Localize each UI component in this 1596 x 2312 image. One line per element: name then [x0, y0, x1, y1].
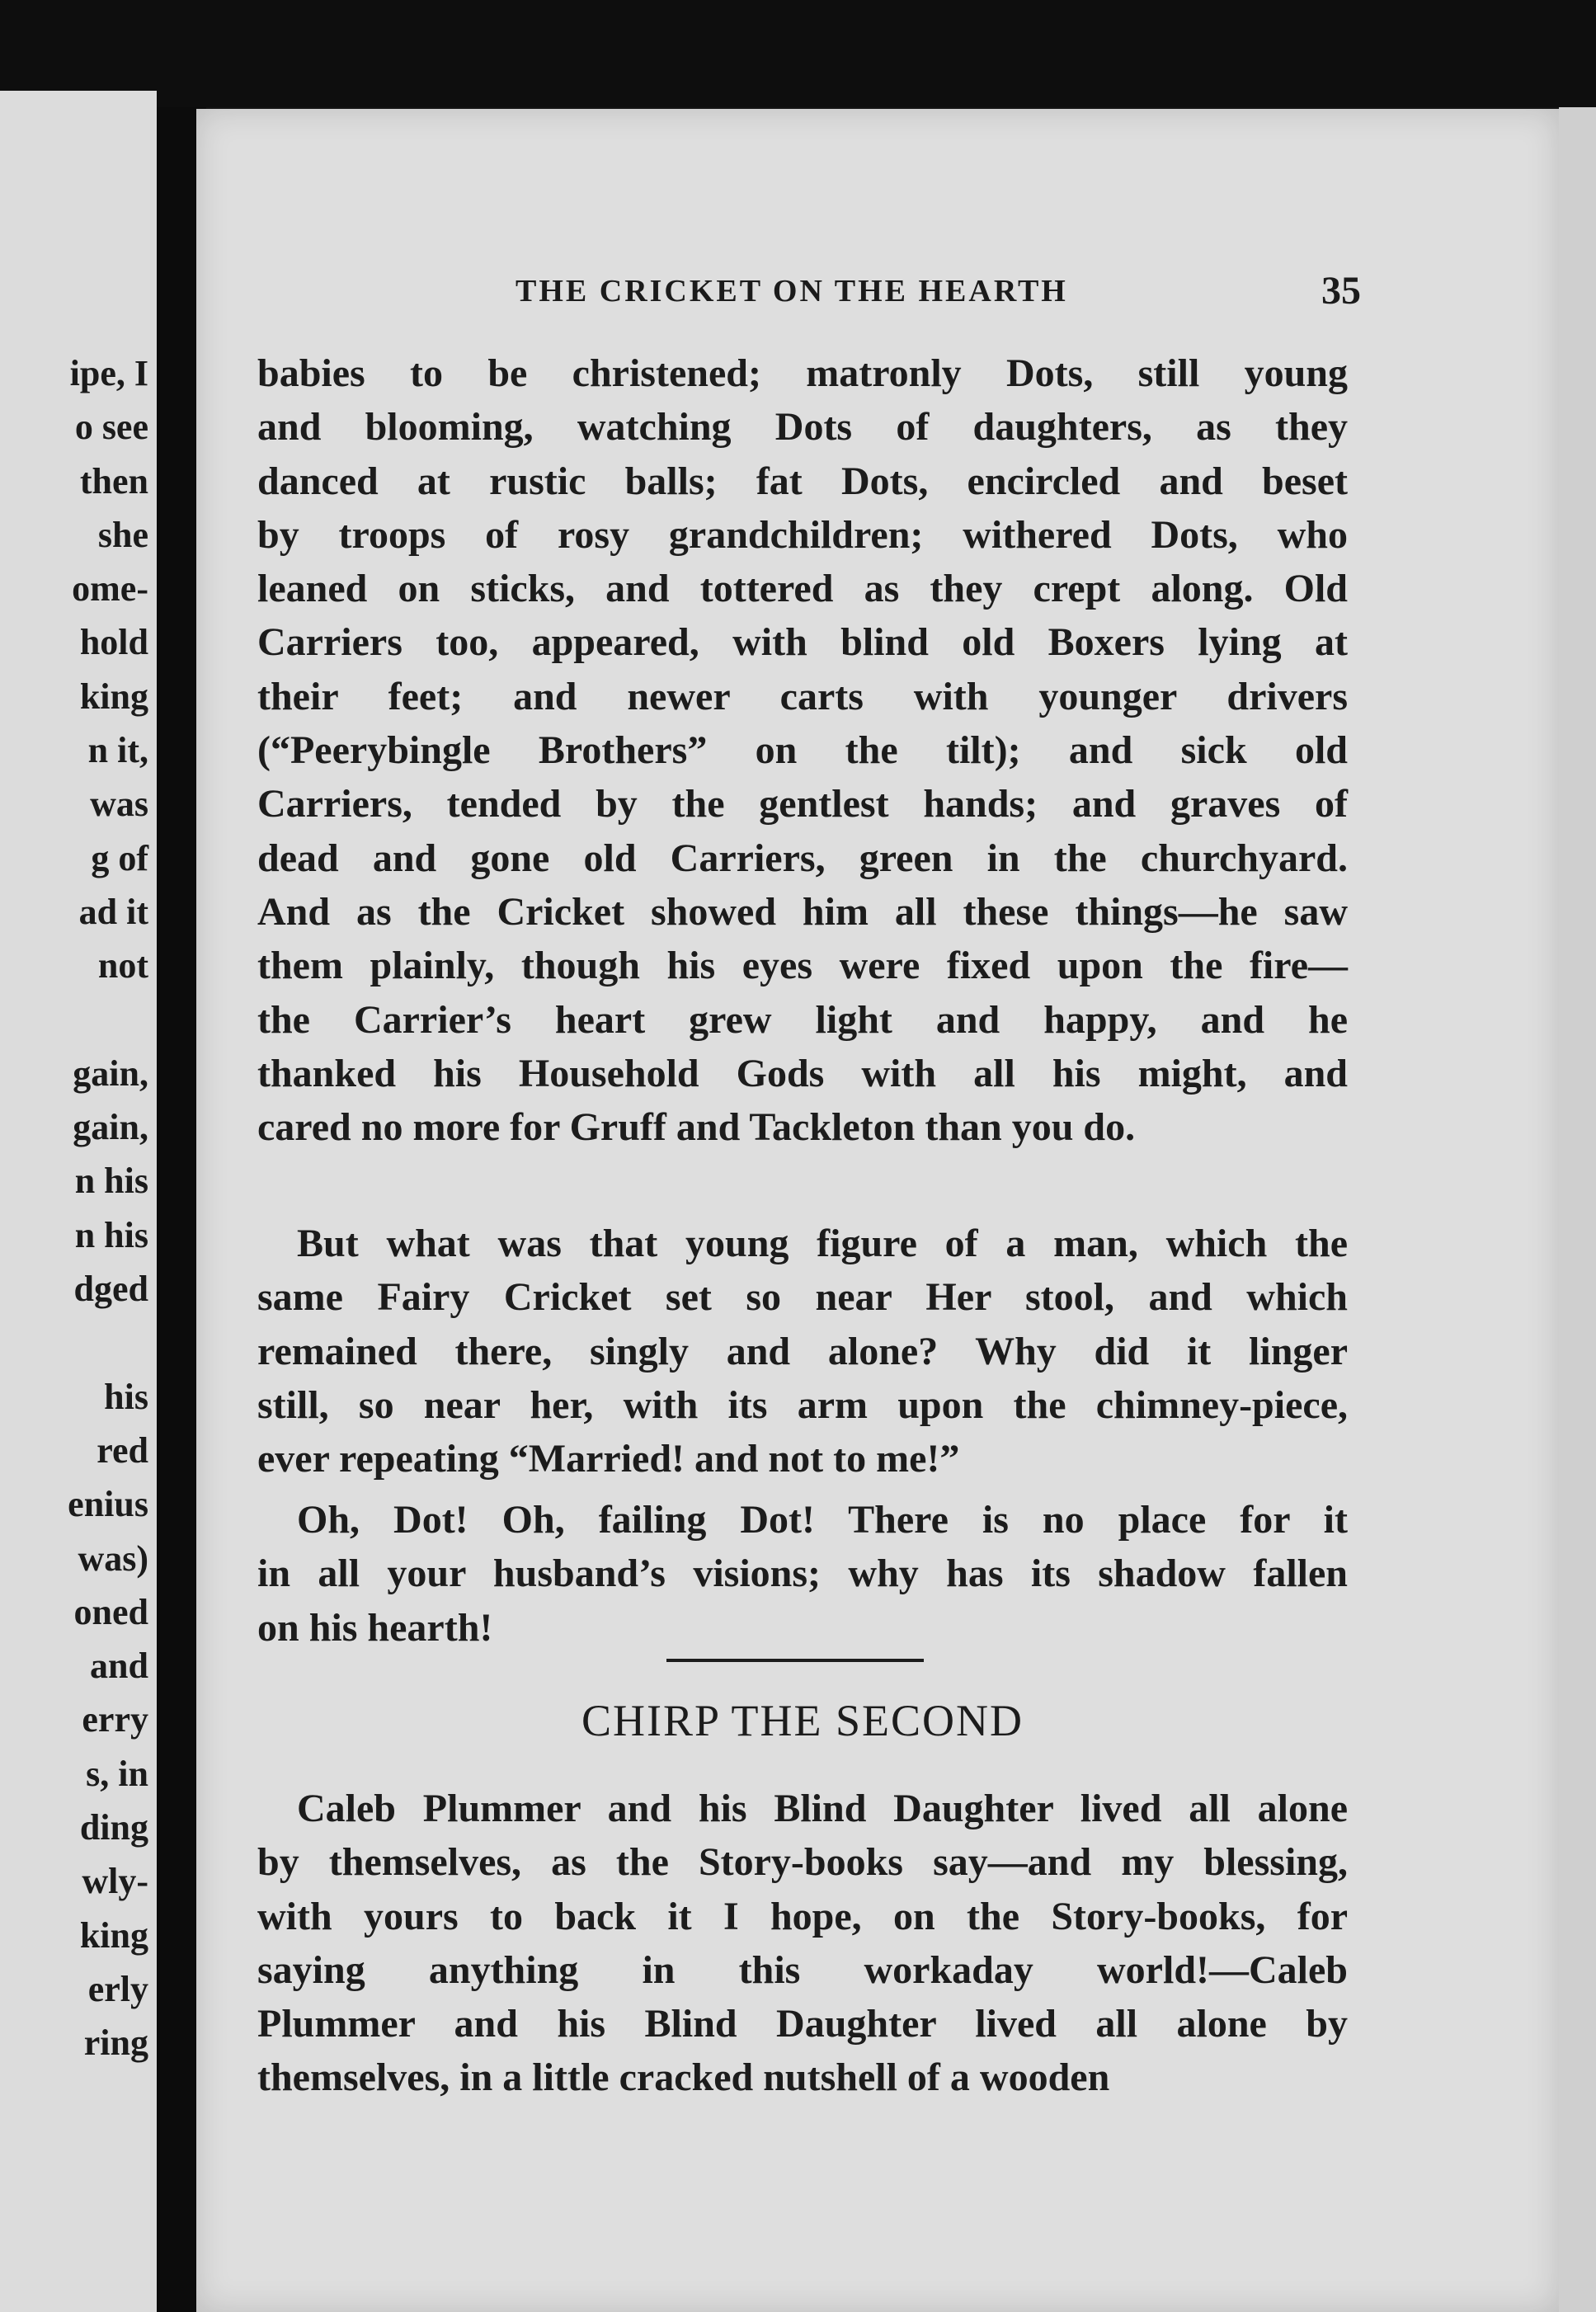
- facing-page-line: gain,: [73, 1052, 148, 1094]
- facing-page-line: and: [90, 1646, 148, 1687]
- text-line: ever repeating “Married! and not to me!”: [257, 1437, 960, 1481]
- chapter-heading: CHIRP THE SECOND: [581, 1696, 1024, 1745]
- paragraph: [257, 346, 1348, 1154]
- facing-page-line: erly: [87, 1968, 148, 2009]
- facing-page-line: not: [97, 945, 148, 986]
- running-header: [318, 268, 1361, 318]
- paragraph: [257, 1493, 1348, 1655]
- facing-page-line: n his: [74, 1214, 148, 1255]
- text-line: Plummer and his Blind Daughter lived all alone by: [257, 2002, 1348, 2046]
- text-line: (“Peerybingle Brothers” on the tilt); and sick old: [257, 728, 1348, 773]
- facing-page-line: ding: [79, 1807, 148, 1848]
- text-line: themselves, in a little cracked nutshell of a wooden: [257, 2055, 1110, 2100]
- facing-page-line: [68, 1316, 148, 1369]
- text-line: babies to be christened; matronly Dots, still young: [257, 351, 1348, 395]
- facing-page-line: then: [79, 460, 148, 501]
- text-line: same Fairy Cricket set so near Her stool, and which: [257, 1275, 1348, 1320]
- facing-page-line: ad it: [78, 891, 148, 932]
- text-line: And as the Cricket showed him all these things—he saw: [257, 889, 1348, 934]
- text-line: and blooming, watching Dots of daughters, as they: [257, 405, 1348, 450]
- text-line: cared no more for Gruff and Tackleton than you do.: [257, 1105, 1136, 1150]
- text-line: Carriers, tended by the gentlest hands; and graves of: [257, 782, 1348, 826]
- facing-page-line: enius: [68, 1484, 148, 1525]
- facing-page-line: ome-: [72, 568, 148, 610]
- paragraph: [257, 1782, 1348, 2105]
- facing-page-line: wly-: [82, 1861, 148, 1902]
- facing-page-line: dged: [73, 1269, 148, 1310]
- facing-page-text: [68, 346, 148, 2070]
- running-title: THE CRICKET ON THE HEARTH: [516, 274, 1068, 308]
- scan-top-border: [0, 0, 1596, 107]
- text-line: Caleb Plummer and his Blind Daughter lived all alone: [297, 1787, 1348, 1830]
- facing-page-line: was: [90, 784, 148, 825]
- text-line: their feet; and newer carts with younger drivers: [257, 674, 1348, 718]
- text-line: on his hearth!: [257, 1605, 493, 1650]
- text-line: Oh, Dot! Oh, failing Dot! There is no place for it: [297, 1498, 1348, 1542]
- facing-page-line: his: [104, 1376, 148, 1417]
- text-line: by themselves, as the Story-books say—and my blessing,: [257, 1840, 1348, 1885]
- facing-page-line: hold: [79, 622, 148, 663]
- page-edge: [1559, 107, 1596, 2312]
- facing-page-line: oned: [73, 1591, 148, 1632]
- text-line: them plainly, though his eyes were fixed upon the fire—: [257, 944, 1348, 988]
- facing-page: [0, 91, 157, 2312]
- text-line: danced at rustic balls; fat Dots, encircled and beset: [257, 459, 1348, 503]
- facing-page-line: she: [97, 514, 148, 555]
- text-line: Carriers too, appeared, with blind old Boxers lying at: [257, 620, 1348, 665]
- facing-page-line: n his: [74, 1161, 148, 1202]
- text-line: But what was that young figure of a man, which the: [297, 1222, 1348, 1265]
- text-line: leaned on sticks, and tottered as they crept along. Old: [257, 567, 1348, 611]
- facing-page-line: [68, 993, 148, 1047]
- facing-page-line: ipe, I: [69, 353, 148, 393]
- facing-page-line: king: [79, 1914, 148, 1956]
- section-divider: [666, 1659, 924, 1662]
- facing-page-line: red: [97, 1429, 148, 1471]
- facing-page-line: king: [79, 676, 148, 717]
- page-number: 35: [1321, 269, 1361, 313]
- facing-page-line: erry: [82, 1699, 148, 1740]
- facing-page-line: g of: [91, 837, 148, 878]
- facing-page-line: ring: [83, 2022, 148, 2064]
- paragraph: [257, 1217, 1348, 1486]
- facing-page-line: s, in: [86, 1753, 148, 1794]
- text-line: saying anything in this workaday world!—Caleb: [257, 1947, 1348, 1992]
- text-line: remained there, singly and alone? Why did it linger: [257, 1329, 1348, 1373]
- facing-page-line: gain,: [73, 1107, 148, 1148]
- text-line: the Carrier’s heart grew light and happy, and he: [257, 997, 1348, 1042]
- text-line: in all your husband’s visions; why has its shadow fallen: [257, 1552, 1348, 1596]
- facing-page-line: n it,: [87, 730, 148, 771]
- text-line: thanked his Household Gods with all his might, and: [257, 1051, 1348, 1095]
- text-line: with yours to back it I hope, on the Story-books, for: [257, 1894, 1348, 1938]
- facing-page-line: was): [78, 1537, 148, 1579]
- text-line: still, so near her, with its arm upon the chimney-piece,: [257, 1382, 1348, 1427]
- text-line: by troops of rosy grandchildren; withered Dots, who: [257, 512, 1348, 557]
- facing-page-line: o see: [74, 407, 148, 448]
- text-line: dead and gone old Carriers, green in the churchyard.: [257, 836, 1348, 880]
